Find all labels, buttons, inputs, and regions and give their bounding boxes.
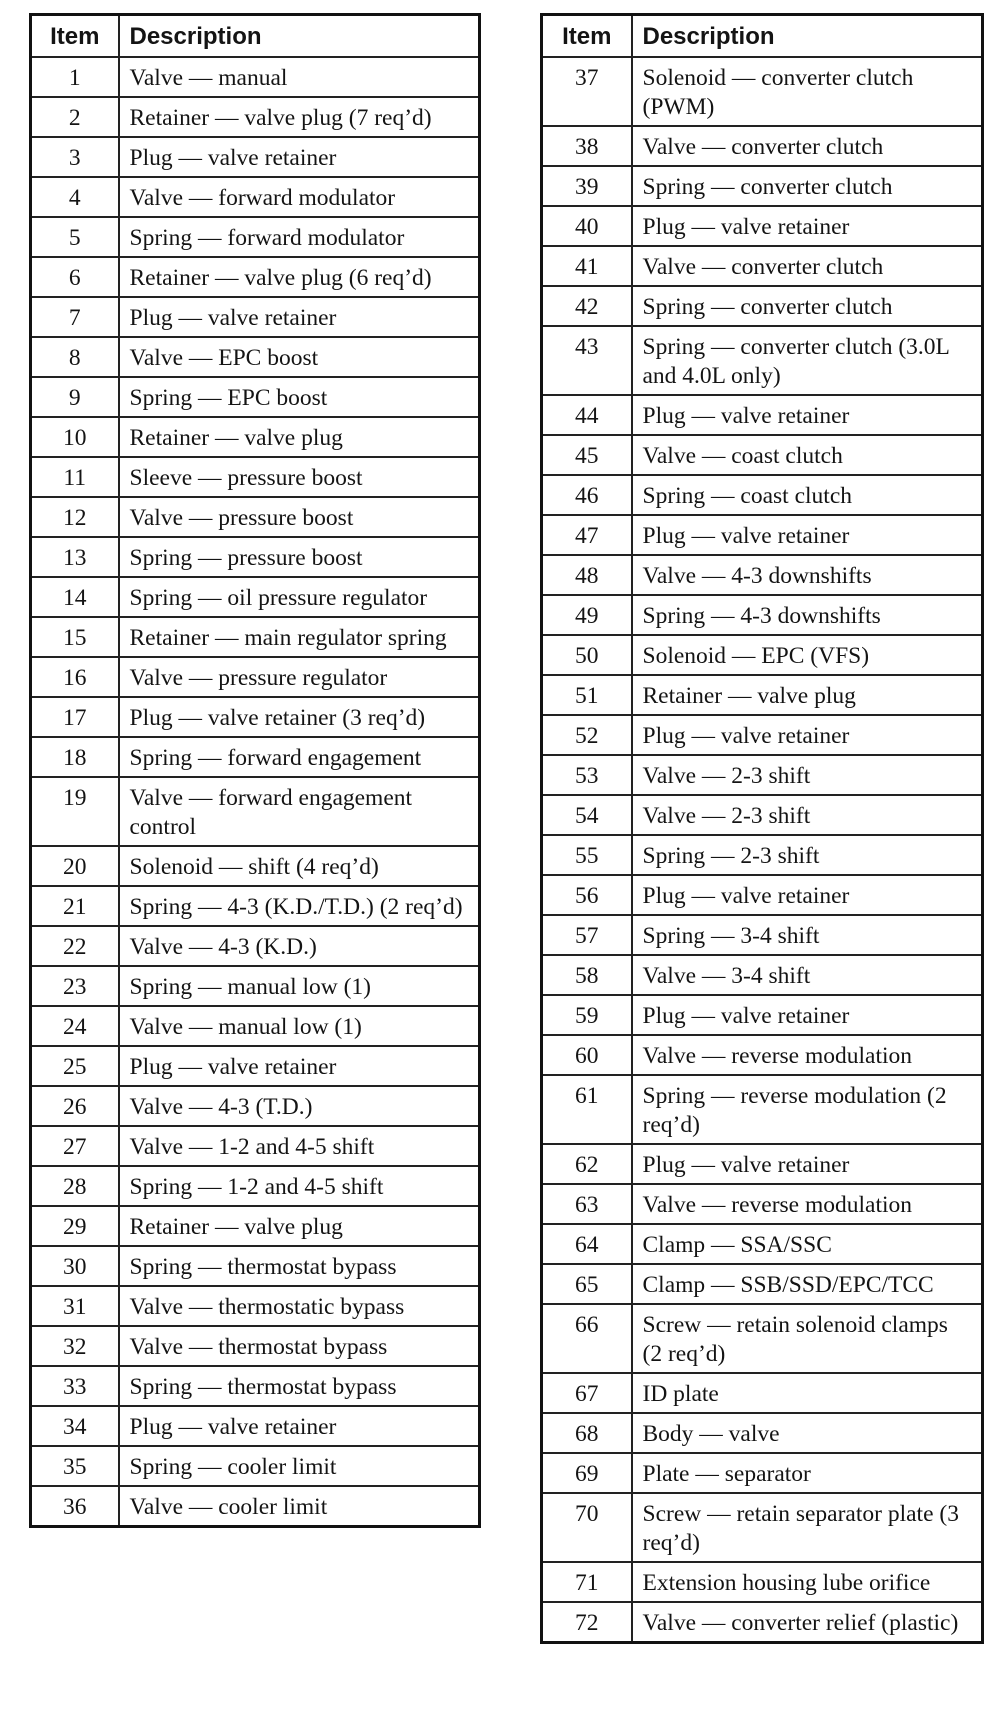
item-description: Valve — cooler limit: [119, 1486, 480, 1527]
item-description: Retainer — valve plug (7 req’d): [119, 97, 480, 137]
table-row: [542, 995, 983, 1035]
item-description: Extension housing lube orifice: [632, 1562, 983, 1602]
item-number: 35: [31, 1446, 119, 1486]
item-description: Valve — 1-2 and 4-5 shift: [119, 1126, 480, 1166]
item-description: Clamp — SSA/SSC: [632, 1224, 983, 1264]
item-number: 61: [542, 1075, 632, 1144]
item-description: Valve — EPC boost: [119, 337, 480, 377]
item-description: Plug — valve retainer: [119, 297, 480, 337]
item-column-header: Item: [542, 15, 632, 58]
item-number: 20: [31, 846, 119, 886]
item-description: Spring — 4-3 (K.D./T.D.) (2 req’d): [119, 886, 480, 926]
item-number: 19: [31, 777, 119, 846]
item-description: Spring — 1-2 and 4-5 shift: [119, 1166, 480, 1206]
table-row: [542, 635, 983, 675]
item-number: 59: [542, 995, 632, 1035]
item-number: 66: [542, 1304, 632, 1373]
parts-table-left: [29, 13, 481, 1528]
item-number: 28: [31, 1166, 119, 1206]
item-number: 31: [31, 1286, 119, 1326]
table-row: [31, 177, 480, 217]
item-description: Sleeve — pressure boost: [119, 457, 480, 497]
item-number: 34: [31, 1406, 119, 1446]
item-number: 64: [542, 1224, 632, 1264]
item-description: Spring — forward modulator: [119, 217, 480, 257]
item-number: 69: [542, 1453, 632, 1493]
item-description: Valve — 2-3 shift: [632, 755, 983, 795]
table-row: [542, 1562, 983, 1602]
item-description: Retainer — main regulator spring: [119, 617, 480, 657]
item-number: 33: [31, 1366, 119, 1406]
table-row: [31, 1206, 480, 1246]
item-number: 70: [542, 1493, 632, 1562]
item-description: Solenoid — converter clutch (PWM): [632, 57, 983, 126]
table-row: [542, 1453, 983, 1493]
item-description: Plug — valve retainer: [632, 875, 983, 915]
table-row: [31, 1086, 480, 1126]
item-number: 15: [31, 617, 119, 657]
item-description: Plug — valve retainer: [632, 1144, 983, 1184]
item-number: 47: [542, 515, 632, 555]
item-description: Spring — oil pressure regulator: [119, 577, 480, 617]
item-number: 58: [542, 955, 632, 995]
parts-rows-left: [31, 57, 480, 1527]
item-number: 39: [542, 166, 632, 206]
table-row: [31, 1286, 480, 1326]
item-description: Valve — manual low (1): [119, 1006, 480, 1046]
item-description: Spring — reverse modulation (2 req’d): [632, 1075, 983, 1144]
table-row: [542, 915, 983, 955]
item-description: Plug — valve retainer: [632, 515, 983, 555]
item-description: Plug — valve retainer: [119, 1046, 480, 1086]
table-row: [31, 1166, 480, 1206]
table-row: [31, 257, 480, 297]
item-description: Valve — reverse modulation: [632, 1184, 983, 1224]
table-row: [542, 395, 983, 435]
item-number: 65: [542, 1264, 632, 1304]
item-description: Screw — retain separator plate (3 req’d): [632, 1493, 983, 1562]
item-number: 3: [31, 137, 119, 177]
item-description: Valve — converter clutch: [632, 246, 983, 286]
table-header-row: [31, 15, 480, 58]
table-row: [31, 137, 480, 177]
table-row: [542, 326, 983, 395]
table-row: [542, 206, 983, 246]
item-description: Valve — thermostat bypass: [119, 1326, 480, 1366]
item-number: 51: [542, 675, 632, 715]
item-number: 68: [542, 1413, 632, 1453]
table-row: [31, 1486, 480, 1527]
item-column-header: Item: [31, 15, 119, 58]
table-row: [31, 497, 480, 537]
table-row: [542, 1035, 983, 1075]
item-description: Valve — manual: [119, 57, 480, 97]
table-row: [31, 926, 480, 966]
item-description: Retainer — valve plug: [119, 417, 480, 457]
item-description: Spring — 3-4 shift: [632, 915, 983, 955]
parts-rows-right: [542, 57, 983, 1643]
table-row: [31, 577, 480, 617]
item-description: Spring — EPC boost: [119, 377, 480, 417]
item-description: Plate — separator: [632, 1453, 983, 1493]
table-row: [542, 475, 983, 515]
item-number: 71: [542, 1562, 632, 1602]
item-description: Spring — converter clutch: [632, 166, 983, 206]
item-description: Valve — converter relief (plastic): [632, 1602, 983, 1643]
item-number: 12: [31, 497, 119, 537]
item-number: 50: [542, 635, 632, 675]
table-row: [542, 555, 983, 595]
item-description: Plug — valve retainer: [632, 395, 983, 435]
item-number: 67: [542, 1373, 632, 1413]
item-number: 23: [31, 966, 119, 1006]
item-description: Spring — converter clutch: [632, 286, 983, 326]
table-row: [31, 1246, 480, 1286]
table-row: [31, 417, 480, 457]
item-description: Spring — thermostat bypass: [119, 1366, 480, 1406]
item-number: 16: [31, 657, 119, 697]
item-description: Plug — valve retainer (3 req’d): [119, 697, 480, 737]
item-number: 60: [542, 1035, 632, 1075]
item-number: 5: [31, 217, 119, 257]
item-number: 53: [542, 755, 632, 795]
table-row: [31, 966, 480, 1006]
table-row: [542, 875, 983, 915]
item-number: 6: [31, 257, 119, 297]
item-number: 52: [542, 715, 632, 755]
table-row: [542, 1373, 983, 1413]
item-number: 48: [542, 555, 632, 595]
item-description: Valve — forward engagement control: [119, 777, 480, 846]
item-number: 57: [542, 915, 632, 955]
item-number: 49: [542, 595, 632, 635]
table-row: [542, 1304, 983, 1373]
table-row: [31, 657, 480, 697]
item-number: 22: [31, 926, 119, 966]
item-number: 17: [31, 697, 119, 737]
item-number: 63: [542, 1184, 632, 1224]
item-description: Spring — pressure boost: [119, 537, 480, 577]
item-description: ID plate: [632, 1373, 983, 1413]
item-number: 27: [31, 1126, 119, 1166]
table-row: [31, 537, 480, 577]
table-row: [542, 286, 983, 326]
item-number: 11: [31, 457, 119, 497]
item-number: 9: [31, 377, 119, 417]
item-number: 45: [542, 435, 632, 475]
item-description: Spring — coast clutch: [632, 475, 983, 515]
item-number: 7: [31, 297, 119, 337]
item-description: Screw — retain solenoid clamps (2 req’d): [632, 1304, 983, 1373]
item-description: Spring — manual low (1): [119, 966, 480, 1006]
table-header-row: [542, 15, 983, 58]
table-row: [31, 846, 480, 886]
item-number: 43: [542, 326, 632, 395]
item-description: Valve — coast clutch: [632, 435, 983, 475]
item-number: 40: [542, 206, 632, 246]
description-column-header: Description: [119, 15, 480, 58]
table-row: [542, 57, 983, 126]
item-number: 46: [542, 475, 632, 515]
table-row: [542, 1602, 983, 1643]
item-description: Solenoid — shift (4 req’d): [119, 846, 480, 886]
item-description: Solenoid — EPC (VFS): [632, 635, 983, 675]
item-description: Valve — 4-3 downshifts: [632, 555, 983, 595]
item-number: 8: [31, 337, 119, 377]
item-number: 56: [542, 875, 632, 915]
item-description: Plug — valve retainer: [632, 995, 983, 1035]
item-description: Valve — thermostatic bypass: [119, 1286, 480, 1326]
item-number: 25: [31, 1046, 119, 1086]
item-description: Retainer — valve plug: [632, 675, 983, 715]
table-row: [31, 1406, 480, 1446]
item-number: 18: [31, 737, 119, 777]
item-number: 41: [542, 246, 632, 286]
item-description: Valve — 3-4 shift: [632, 955, 983, 995]
item-number: 42: [542, 286, 632, 326]
item-description: Plug — valve retainer: [119, 1406, 480, 1446]
item-description: Valve — converter clutch: [632, 126, 983, 166]
table-row: [542, 955, 983, 995]
table-row: [31, 617, 480, 657]
item-number: 72: [542, 1602, 632, 1643]
item-number: 29: [31, 1206, 119, 1246]
table-row: [542, 1493, 983, 1562]
table-row: [542, 515, 983, 555]
item-description: Body — valve: [632, 1413, 983, 1453]
item-number: 62: [542, 1144, 632, 1184]
item-description: Valve — pressure regulator: [119, 657, 480, 697]
table-row: [542, 435, 983, 475]
table-row: [31, 217, 480, 257]
item-number: 44: [542, 395, 632, 435]
table-row: [31, 1006, 480, 1046]
table-row: [542, 1075, 983, 1144]
table-row: [542, 755, 983, 795]
item-description: Retainer — valve plug (6 req’d): [119, 257, 480, 297]
item-description: Spring — 4-3 downshifts: [632, 595, 983, 635]
description-column-header: Description: [632, 15, 983, 58]
parts-table-right: [540, 13, 984, 1644]
table-row: [31, 737, 480, 777]
item-description: Spring — forward engagement: [119, 737, 480, 777]
item-number: 54: [542, 795, 632, 835]
item-description: Spring — 2-3 shift: [632, 835, 983, 875]
item-number: 30: [31, 1246, 119, 1286]
table-row: [31, 1046, 480, 1086]
table-row: [542, 166, 983, 206]
table-row: [31, 97, 480, 137]
item-description: Spring — thermostat bypass: [119, 1246, 480, 1286]
item-number: 26: [31, 1086, 119, 1126]
table-row: [542, 126, 983, 166]
item-number: 32: [31, 1326, 119, 1366]
item-number: 10: [31, 417, 119, 457]
item-description: Valve — 2-3 shift: [632, 795, 983, 835]
table-row: [542, 246, 983, 286]
item-number: 36: [31, 1486, 119, 1527]
item-number: 13: [31, 537, 119, 577]
table-row: [31, 337, 480, 377]
item-number: 4: [31, 177, 119, 217]
table-row: [31, 57, 480, 97]
table-row: [542, 1224, 983, 1264]
item-description: Valve — 4-3 (T.D.): [119, 1086, 480, 1126]
item-description: Clamp — SSB/SSD/EPC/TCC: [632, 1264, 983, 1304]
item-number: 14: [31, 577, 119, 617]
item-number: 24: [31, 1006, 119, 1046]
item-description: Plug — valve retainer: [632, 715, 983, 755]
item-description: Spring — converter clutch (3.0L and 4.0L only): [632, 326, 983, 395]
item-description: Valve — 4-3 (K.D.): [119, 926, 480, 966]
table-row: [31, 777, 480, 846]
item-description: Valve — reverse modulation: [632, 1035, 983, 1075]
table-row: [542, 795, 983, 835]
table-row: [31, 1326, 480, 1366]
table-row: [542, 675, 983, 715]
table-row: [31, 697, 480, 737]
table-row: [31, 377, 480, 417]
item-description: Plug — valve retainer: [632, 206, 983, 246]
item-description: Valve — pressure boost: [119, 497, 480, 537]
table-row: [542, 595, 983, 635]
item-number: 2: [31, 97, 119, 137]
table-row: [31, 297, 480, 337]
item-description: Plug — valve retainer: [119, 137, 480, 177]
item-number: 55: [542, 835, 632, 875]
table-row: [542, 1413, 983, 1453]
table-row: [31, 1366, 480, 1406]
item-number: 38: [542, 126, 632, 166]
item-number: 21: [31, 886, 119, 926]
item-number: 1: [31, 57, 119, 97]
table-row: [31, 886, 480, 926]
table-row: [542, 1144, 983, 1184]
item-number: 37: [542, 57, 632, 126]
table-row: [542, 715, 983, 755]
table-row: [542, 1264, 983, 1304]
item-description: Valve — forward modulator: [119, 177, 480, 217]
item-description: Spring — cooler limit: [119, 1446, 480, 1486]
table-row: [542, 835, 983, 875]
table-row: [31, 1446, 480, 1486]
table-row: [542, 1184, 983, 1224]
table-row: [31, 1126, 480, 1166]
item-description: Retainer — valve plug: [119, 1206, 480, 1246]
table-row: [31, 457, 480, 497]
